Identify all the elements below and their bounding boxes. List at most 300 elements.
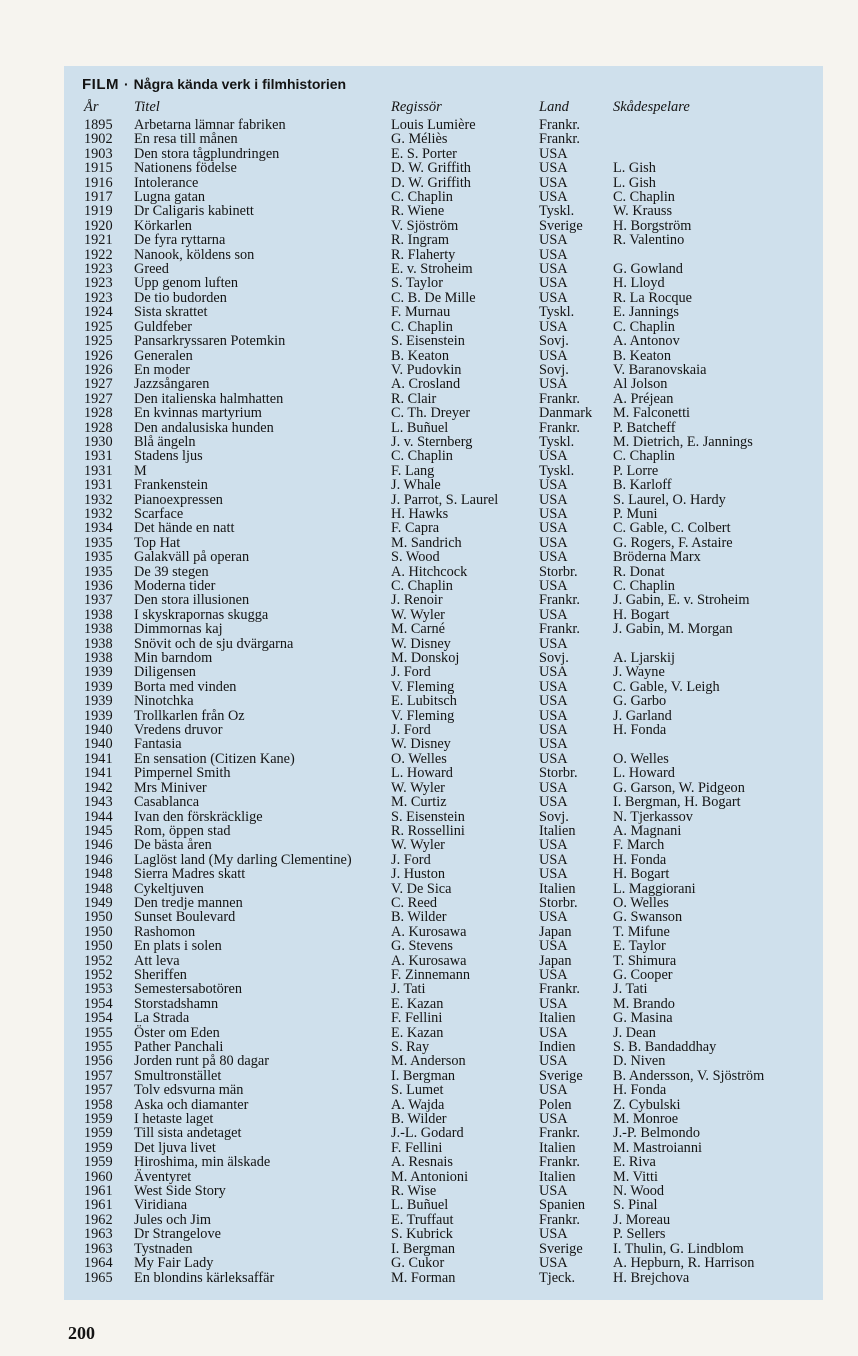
film-actors: L. Gish <box>613 160 656 177</box>
film-year: 1930 <box>84 433 113 450</box>
film-country: USA <box>539 966 568 983</box>
film-actors: Bröderna Marx <box>613 549 701 566</box>
table-row <box>0 637 858 651</box>
film-actors: V. Baranovskaia <box>613 361 707 378</box>
film-year: 1950 <box>84 923 113 940</box>
film-country: Frankr. <box>539 117 580 133</box>
film-title: Dimmornas kaj <box>134 621 223 638</box>
table-row <box>0 1098 858 1112</box>
film-year: 1961 <box>84 1197 113 1214</box>
table-row <box>0 1170 858 1184</box>
table-row <box>0 392 858 406</box>
table-row <box>0 781 858 795</box>
film-country: Storbr. <box>539 894 578 911</box>
table-row <box>0 118 858 132</box>
film-country: Tyskl. <box>539 304 575 321</box>
film-year: 1936 <box>84 578 113 594</box>
film-director: F. Capra <box>391 520 440 537</box>
film-director: R. Clair <box>391 390 437 407</box>
table-row <box>0 320 858 334</box>
film-actors: A. Antonov <box>613 333 680 350</box>
film-director: D. W. Griffith <box>391 174 471 191</box>
film-year: 1931 <box>84 462 113 479</box>
film-director: W. Wyler <box>391 779 445 796</box>
table-row <box>0 1026 858 1040</box>
film-actors: H. Lloyd <box>613 275 665 292</box>
film-country: Frankr. <box>539 981 580 998</box>
film-country: USA <box>539 779 568 796</box>
film-director: S. Eisenstein <box>391 333 465 350</box>
film-actors: Al Jolson <box>613 376 668 393</box>
film-year: 1902 <box>84 131 113 148</box>
table-row <box>0 1083 858 1097</box>
film-actors: J. Gabin, M. Morgan <box>613 621 733 638</box>
film-title: Vredens druvor <box>134 722 223 739</box>
film-year: 1931 <box>84 448 113 465</box>
film-director: S. Lumet <box>391 1082 444 1099</box>
film-year: 1953 <box>84 981 113 998</box>
table-row <box>0 536 858 550</box>
film-director: Louis Lumière <box>391 117 476 133</box>
film-country: Storbr. <box>539 563 578 580</box>
film-actors: H. Brejchova <box>613 1269 690 1286</box>
film-title: En resa till månen <box>134 131 238 148</box>
film-title: En sensation (Citizen Kane) <box>134 750 295 767</box>
film-actors: G. Garbo <box>613 693 667 710</box>
film-title: Till sista andetaget <box>134 1125 242 1142</box>
film-title: Äventyret <box>134 1168 192 1185</box>
table-row <box>0 579 858 593</box>
film-title: Guldfeber <box>134 318 192 335</box>
film-title: Galakväll på operan <box>134 549 250 566</box>
film-country: Indien <box>539 1039 576 1055</box>
film-actors: I. Bergman, H. Bogart <box>613 794 741 811</box>
film-actors: M. Vitti <box>613 1168 658 1185</box>
film-actors: M. Falconetti <box>613 405 691 422</box>
film-country: USA <box>539 347 568 364</box>
film-year: 1939 <box>84 664 113 681</box>
film-year: 1946 <box>84 851 113 868</box>
film-actors: M. Mastroianni <box>613 1139 702 1156</box>
film-director: C. Chaplin <box>391 318 453 335</box>
film-actors: H. Fonda <box>613 722 667 739</box>
film-year: 1935 <box>84 534 113 551</box>
film-year: 1895 <box>84 117 113 133</box>
film-title: Nanook, köldens son <box>134 246 255 263</box>
film-actors: B. Keaton <box>613 347 671 364</box>
film-year: 1963 <box>84 1226 113 1243</box>
film-year: 1940 <box>84 736 113 753</box>
film-director: R. Flaherty <box>391 246 456 263</box>
film-year: 1952 <box>84 966 113 983</box>
film-title: Jazzsångaren <box>134 376 210 393</box>
table-row <box>0 421 858 435</box>
film-director: E. Kazan <box>391 1024 444 1041</box>
table-row <box>0 593 858 607</box>
heading-title: Några kända verk i filmhistorien <box>133 76 347 92</box>
film-director: W. Wyler <box>391 837 445 854</box>
film-year: 1950 <box>84 909 113 926</box>
film-actors: H. Bogart <box>613 606 670 623</box>
film-actors: E. Riva <box>613 1154 656 1171</box>
film-actors: C. Chaplin <box>613 189 675 206</box>
table-row <box>0 449 858 463</box>
film-actors: M. Dietrich, E. Jannings <box>613 433 753 450</box>
film-title: Ninotchka <box>134 693 194 710</box>
film-country: Polen <box>539 1096 572 1113</box>
film-title: Lugna gatan <box>134 189 206 206</box>
film-actors: A. Ljarskij <box>613 650 675 667</box>
film-title: Upp genom luften <box>134 275 239 292</box>
film-title: Laglöst land (My darling Clementine) <box>134 851 352 868</box>
film-country: USA <box>539 289 568 306</box>
film-director: C. Chaplin <box>391 448 453 465</box>
film-actors: O. Welles <box>613 894 669 911</box>
film-director: J. v. Sternberg <box>391 433 473 450</box>
film-director: W. Disney <box>391 635 451 652</box>
table-row <box>0 1155 858 1169</box>
table-row <box>0 147 858 161</box>
film-director: V. Fleming <box>391 678 455 695</box>
table-row <box>0 233 858 247</box>
table-row <box>0 363 858 377</box>
film-year: 1922 <box>84 246 113 263</box>
film-title: Den stora illusionen <box>134 592 250 609</box>
film-title: My Fair Lady <box>134 1255 214 1272</box>
film-actors: M. Monroe <box>613 1111 679 1128</box>
table-row <box>0 709 858 723</box>
film-year: 1952 <box>84 952 113 969</box>
film-director: V. Pudovkin <box>391 361 462 378</box>
film-director: F. Zinnemann <box>391 966 471 983</box>
film-year: 1949 <box>84 894 113 911</box>
film-actors: P. Muni <box>613 505 658 522</box>
film-director: J. Ford <box>391 664 431 681</box>
table-row <box>0 349 858 363</box>
film-actors: M. Brando <box>613 995 675 1012</box>
section-heading <box>82 76 346 93</box>
film-director: M. Carné <box>391 621 445 638</box>
film-year: 1946 <box>84 837 113 854</box>
film-actors: P. Sellers <box>613 1226 666 1243</box>
film-country: USA <box>539 1082 568 1099</box>
film-director: S. Kubrick <box>391 1226 453 1243</box>
film-director: A. Resnais <box>391 1154 453 1171</box>
film-country: USA <box>539 246 568 263</box>
film-actors: L. Gish <box>613 174 656 191</box>
film-actors: I. Thulin, G. Lindblom <box>613 1240 744 1257</box>
film-country: Frankr. <box>539 1125 580 1142</box>
film-title: En plats i solen <box>134 938 222 955</box>
film-title: Dr Strangelove <box>134 1226 221 1243</box>
film-year: 1959 <box>84 1125 113 1142</box>
film-director: I. Bergman <box>391 1240 456 1257</box>
film-year: 1963 <box>84 1240 113 1257</box>
film-title: Aska och diamanter <box>134 1096 249 1113</box>
film-director: F. Lang <box>391 462 435 479</box>
film-country: USA <box>539 275 568 292</box>
film-title: Mrs Miniver <box>134 779 207 796</box>
film-actors: H. Bogart <box>613 866 670 883</box>
film-director: F. Murnau <box>391 304 451 321</box>
film-actors: C. Chaplin <box>613 578 675 594</box>
film-year: 1923 <box>84 289 113 306</box>
table-row <box>0 1054 858 1068</box>
film-title: La Strada <box>134 1010 190 1027</box>
film-director: R. Rossellini <box>391 822 465 839</box>
film-actors: J. Tati <box>613 981 648 998</box>
film-year: 1903 <box>84 145 113 162</box>
film-actors: G. Swanson <box>613 909 683 926</box>
film-country: USA <box>539 1183 568 1200</box>
film-director: J. Renoir <box>391 592 443 609</box>
film-country: USA <box>539 722 568 739</box>
film-title: De fyra ryttarna <box>134 232 226 249</box>
film-title: Arbetarna lämnar fabriken <box>134 117 286 133</box>
film-country: USA <box>539 736 568 753</box>
film-director: A. Wajda <box>391 1096 445 1113</box>
film-country: Frankr. <box>539 1211 580 1228</box>
table-row <box>0 939 858 953</box>
film-title: Det ljuva livet <box>134 1139 216 1156</box>
film-year: 1920 <box>84 217 113 234</box>
film-country: USA <box>539 1024 568 1041</box>
film-actors: W. Krauss <box>613 203 673 220</box>
film-year: 1938 <box>84 606 113 623</box>
film-title: En kvinnas martyrium <box>134 405 262 422</box>
film-title: De 39 stegen <box>134 563 209 580</box>
film-director: A. Kurosawa <box>391 952 467 969</box>
film-director: C. Chaplin <box>391 578 453 594</box>
film-director: J. Whale <box>391 477 441 494</box>
film-actors: O. Welles <box>613 750 669 767</box>
film-country: USA <box>539 1255 568 1272</box>
film-country: Storbr. <box>539 765 578 782</box>
table-row <box>0 737 858 751</box>
film-title: Pansarkryssaren Potemkin <box>134 333 286 350</box>
film-title: I skyskrapornas skugga <box>134 606 269 623</box>
film-director: G. Stevens <box>391 938 453 955</box>
film-title: Trollkarlen från Oz <box>134 707 245 724</box>
film-actors: J. Garland <box>613 707 672 724</box>
film-year: 1962 <box>84 1211 113 1228</box>
film-director: W. Disney <box>391 736 451 753</box>
film-director: J. Huston <box>391 866 446 883</box>
film-title: Att leva <box>134 952 180 969</box>
film-title: Rom, öppen stad <box>134 822 231 839</box>
film-country: USA <box>539 261 568 278</box>
film-title: Tolv edsvurna män <box>134 1082 244 1099</box>
table-row <box>0 1256 858 1270</box>
film-country: USA <box>539 174 568 191</box>
table-row <box>0 968 858 982</box>
film-year: 1932 <box>84 505 113 522</box>
film-year: 1925 <box>84 333 113 350</box>
film-year: 1941 <box>84 765 113 782</box>
column-headers <box>0 98 858 116</box>
film-actors: A. Hepburn, R. Harrison <box>613 1255 755 1272</box>
film-year: 1957 <box>84 1082 113 1099</box>
film-year: 1927 <box>84 376 113 393</box>
film-country: Tjeck. <box>539 1269 576 1286</box>
film-year: 1944 <box>84 808 113 825</box>
film-director: S. Ray <box>391 1039 430 1055</box>
film-actors: F. March <box>613 837 665 854</box>
film-director: C. Chaplin <box>391 189 453 206</box>
film-title: De tio budorden <box>134 289 227 306</box>
film-country: USA <box>539 1053 568 1070</box>
film-country: Japan <box>539 952 572 969</box>
film-year: 1938 <box>84 650 113 667</box>
table-row <box>0 305 858 319</box>
film-director: O. Welles <box>391 750 447 767</box>
film-actors: H. Fonda <box>613 1082 667 1099</box>
film-director: V. Fleming <box>391 707 455 724</box>
film-country: USA <box>539 1111 568 1128</box>
film-country: Sovj. <box>539 333 569 350</box>
table-row <box>0 680 858 694</box>
film-year: 1935 <box>84 563 113 580</box>
film-title: Fantasia <box>134 736 182 753</box>
film-director: C. Reed <box>391 894 438 911</box>
film-year: 1959 <box>84 1111 113 1128</box>
film-title: Sunset Boulevard <box>134 909 236 926</box>
film-country: Sverige <box>539 1240 583 1257</box>
film-title: Dr Caligaris kabinett <box>134 203 254 220</box>
film-country: USA <box>539 851 568 868</box>
film-actors: L. Maggiorani <box>613 880 696 897</box>
film-year: 1916 <box>84 174 113 191</box>
film-title: Hiroshima, min älskade <box>134 1154 271 1171</box>
table-row <box>0 190 858 204</box>
film-country: USA <box>539 664 568 681</box>
film-title: Den italienska halmhatten <box>134 390 284 407</box>
film-country: Frankr. <box>539 390 580 407</box>
table-row <box>0 334 858 348</box>
film-country: USA <box>539 505 568 522</box>
film-year: 1965 <box>84 1269 113 1286</box>
film-year: 1924 <box>84 304 113 321</box>
film-year: 1938 <box>84 621 113 638</box>
table-row <box>0 464 858 478</box>
film-actors: G. Garson, W. Pidgeon <box>613 779 745 796</box>
film-title: Snövit och de sju dvärgarna <box>134 635 294 652</box>
film-actors: J. Dean <box>613 1024 656 1041</box>
film-director: E. Truffaut <box>391 1211 454 1228</box>
film-country: Sovj. <box>539 361 569 378</box>
film-year: 1931 <box>84 477 113 494</box>
table-row <box>0 493 858 507</box>
film-title: Pimpernel Smith <box>134 765 231 782</box>
film-title: Frankenstein <box>134 477 208 494</box>
film-actors: S. Pinal <box>613 1197 658 1214</box>
table-row <box>0 608 858 622</box>
film-director: E. S. Porter <box>391 145 457 162</box>
film-country: USA <box>539 448 568 465</box>
table-row <box>0 377 858 391</box>
film-director: J. Ford <box>391 851 431 868</box>
col-country: Land <box>539 99 569 115</box>
film-actors: C. Chaplin <box>613 448 675 465</box>
film-country: USA <box>539 866 568 883</box>
film-year: 1939 <box>84 693 113 710</box>
film-title: Rashomon <box>134 923 196 940</box>
table-row <box>0 723 858 737</box>
film-title: En moder <box>134 361 190 378</box>
table-row <box>0 1198 858 1212</box>
film-country: Sverige <box>539 1067 583 1084</box>
table-row <box>0 161 858 175</box>
film-director: V. Sjöström <box>391 217 459 234</box>
film-country: USA <box>539 491 568 508</box>
film-year: 1919 <box>84 203 113 220</box>
table-row <box>0 1184 858 1198</box>
film-country: USA <box>539 1226 568 1243</box>
table-row <box>0 910 858 924</box>
film-country: USA <box>539 534 568 551</box>
film-country: Tyskl. <box>539 203 575 220</box>
film-country: USA <box>539 707 568 724</box>
film-actors: J. Moreau <box>613 1211 671 1228</box>
film-actors: T. Shimura <box>613 952 677 969</box>
film-title: Borta med vinden <box>134 678 237 695</box>
film-actors: T. Mifune <box>613 923 670 940</box>
film-year: 1925 <box>84 318 113 335</box>
film-country: USA <box>539 376 568 393</box>
film-actors: B. Karloff <box>613 477 672 494</box>
film-director: J. Tati <box>391 981 426 998</box>
film-country: USA <box>539 678 568 695</box>
table-row <box>0 1011 858 1025</box>
film-year: 1957 <box>84 1067 113 1084</box>
film-year: 1938 <box>84 635 113 652</box>
film-year: 1959 <box>84 1139 113 1156</box>
film-title: I hetaste laget <box>134 1111 214 1128</box>
film-director: D. W. Griffith <box>391 160 471 177</box>
film-country: USA <box>539 995 568 1012</box>
film-country: Japan <box>539 923 572 940</box>
film-country: Italien <box>539 1139 576 1156</box>
film-country: Spanien <box>539 1197 586 1214</box>
film-year: 1934 <box>84 520 113 537</box>
section-label: FILM <box>82 76 119 93</box>
film-year: 1959 <box>84 1154 113 1171</box>
film-actors: C. Gable, V. Leigh <box>613 678 720 695</box>
film-title: Pianoexpressen <box>134 491 223 508</box>
film-director: L. Buñuel <box>391 1197 449 1214</box>
film-year: 1928 <box>84 405 113 422</box>
film-country: USA <box>539 750 568 767</box>
table-row <box>0 867 858 881</box>
film-director: E. Lubitsch <box>391 693 457 710</box>
film-director: M. Forman <box>391 1269 456 1286</box>
film-country: USA <box>539 938 568 955</box>
table-row <box>0 1112 858 1126</box>
film-title: Sheriffen <box>134 966 187 983</box>
table-row <box>0 824 858 838</box>
film-country: Frankr. <box>539 592 580 609</box>
film-director: S. Eisenstein <box>391 808 465 825</box>
film-actors: G. Cooper <box>613 966 673 983</box>
table-row <box>0 853 858 867</box>
film-actors: S. B. Bandaddhay <box>613 1039 717 1055</box>
film-country: USA <box>539 520 568 537</box>
film-director: A. Hitchcock <box>391 563 468 580</box>
table-row <box>0 132 858 146</box>
film-director: F. Fellini <box>391 1139 443 1156</box>
film-title: En blondins kärleksaffär <box>134 1269 275 1286</box>
film-title: Den stora tågplundringen <box>134 145 280 162</box>
